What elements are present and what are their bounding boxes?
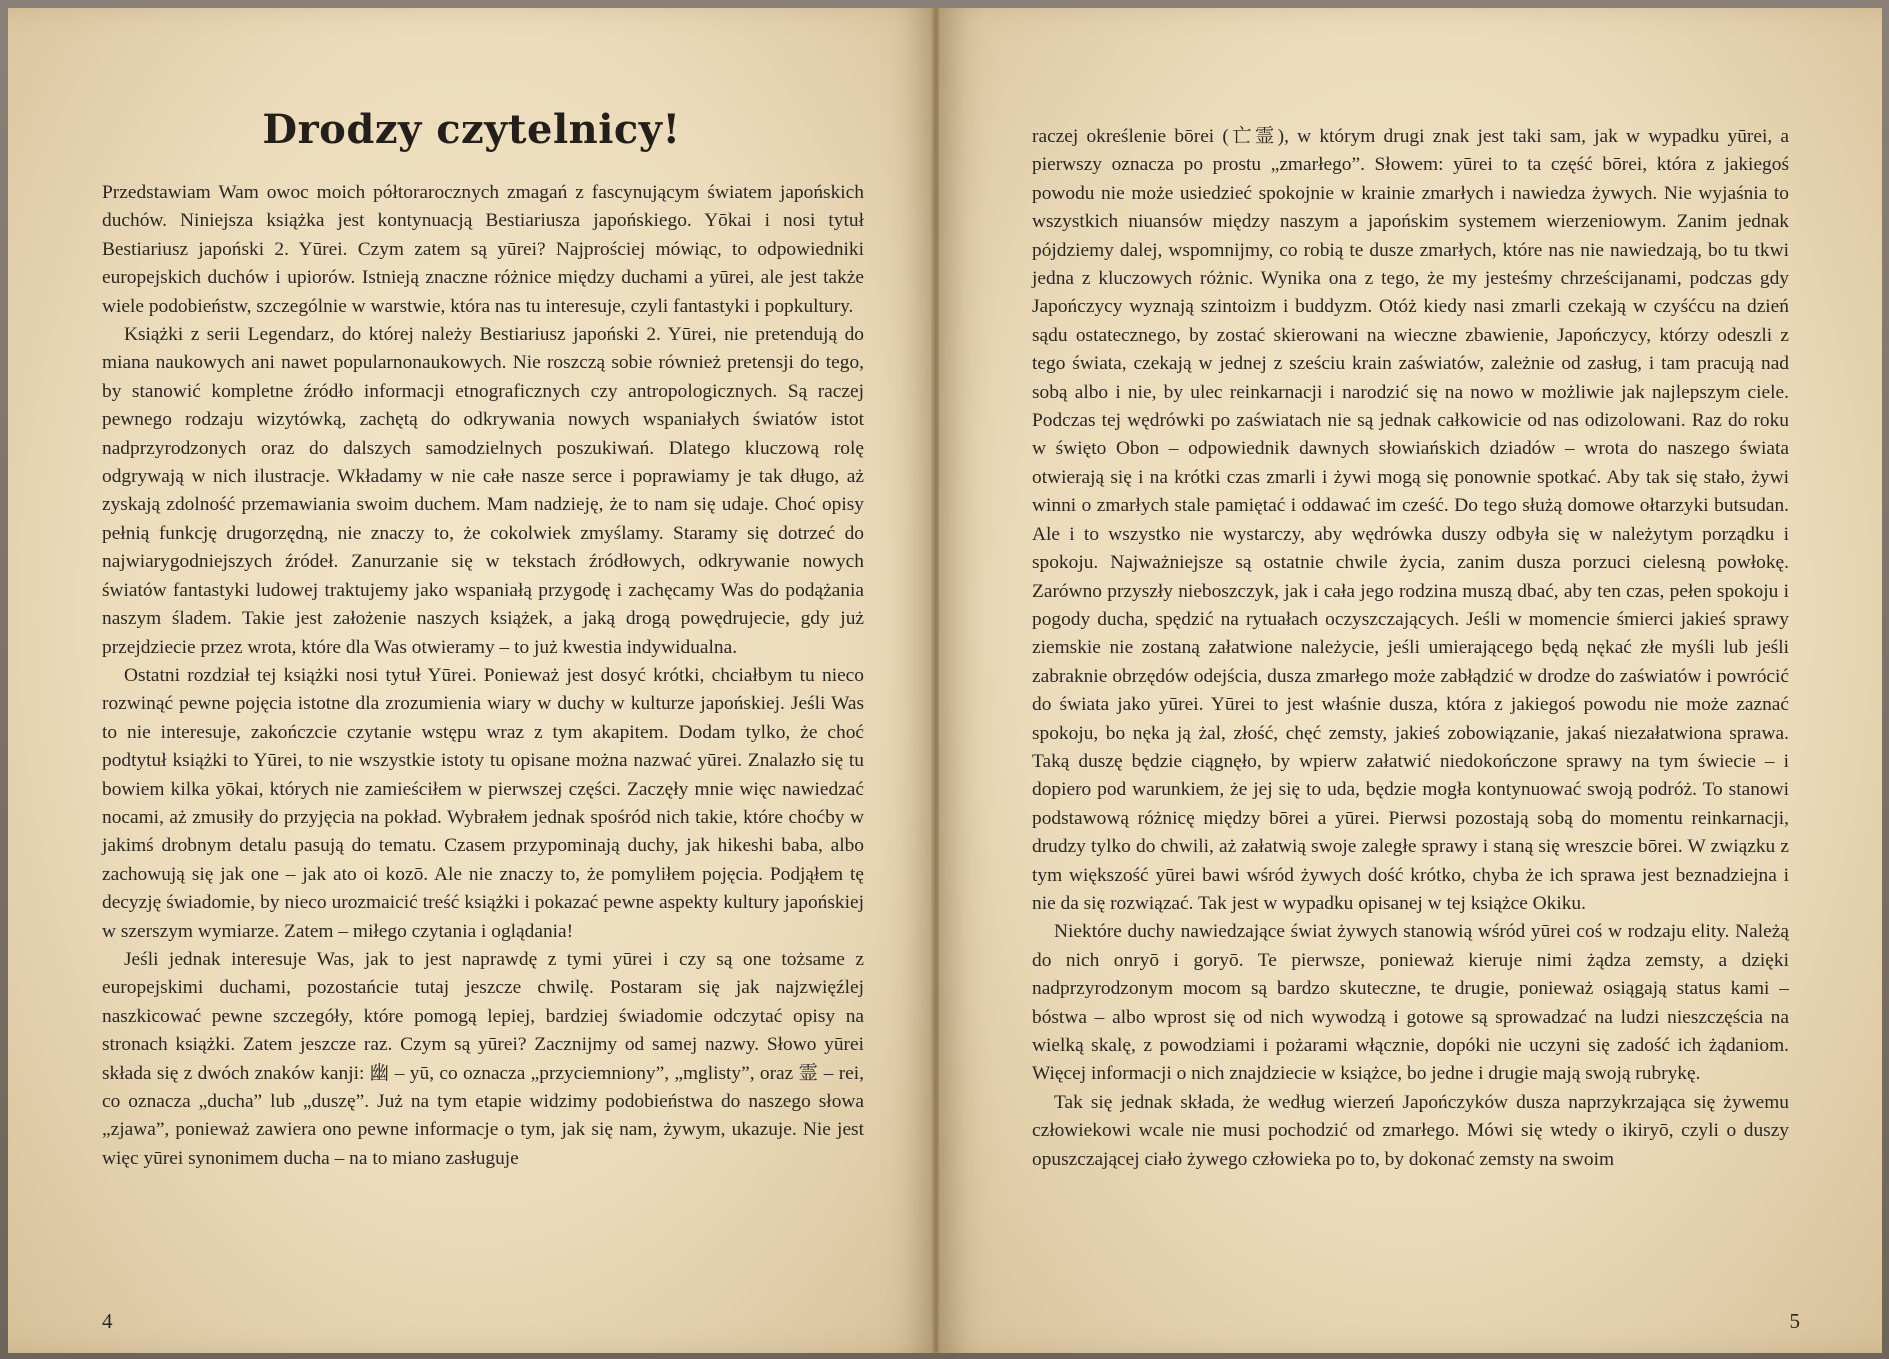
right-page xyxy=(939,8,1882,1353)
paragraph: Jeśli jednak interesuje Was, jak to jest naprawdę z tymi yūrei i czy są one tożsame z europejskimi duchami, pozostańcie tutaj jeszcze chwilę. Postaram się jak najzwięźlej naszkicować pewne szczegóły, które pomogą lepiej, bardziej świadomie odczytać opisy na stronach książki. Zatem jeszcze raz. Czym są yūrei? Zacznijmy od samej nazwy. Słowo yūrei składa się z dwóch znaków kanji: 幽 – yū, co oznacza „przyciemniony”, „mglisty”, oraz 霊 – rei, co oznacza „ducha” lub „duszę”. Już na tym etapie widzimy podobieństwa do naszego słowa „zjawa”, ponieważ zawiera ono pewne informacje o tym, jak się nam, żywym, ukazuje. Nie jest więc yūrei synonimem ducha – na to miano zasługuje xyxy=(102,948,864,1169)
paragraph: Niektóre duchy nawiedzające świat żywych stanowią wśród yūrei coś w rodzaju elity. Należą do nich onryō i goryō. Te pierwsze, ponieważ kieruje nimi żądza zemsty, a dzięki nadprzyrodzonym mocom są bardzo skuteczne, te drugie, ponieważ osiągają status kami – bóstwa – albo wprost się od nich wywodzą i gotowe są sprowadzać na ludzi nieszczęścia na wielką skalę, z powodziami i pożarami włącznie, dopóki nie uczyni się zadość ich żądaniom. Więcej informacji o nich znajdziecie w książce, bo jedne i drugie mają swoją rubrykę. xyxy=(1032,921,1789,1085)
left-page xyxy=(8,8,935,1353)
paragraph: Przedstawiam Wam owoc moich półtorarocznych zmagań z fascynującym światem japońskich duchów. Niniejsza książka jest kontynuacją Bestiariusza japońskiego. Yōkai i nosi tytuł Bestiariusz japoński 2. Yūrei. Czym zatem są yūrei? Najprościej mówiąc, to odpowiedniki europejskich duchów i upiorów. Istnieją znaczne różnice między duchami a yūrei, ale jest także wiele podobieństw, szczególnie w warstwie, która nas tu interesuje, czyli fantastyki i popkultury. xyxy=(102,182,864,317)
paragraph: Tak się jednak składa, że według wierzeń Japończyków dusza naprzykrzająca się żywemu człowiekowi wcale nie musi pochodzić od zmarłego. Mówi się wtedy o ikiryō, czyli o duszy opuszczającej ciało żywego człowieka po to, by dokonać zemsty na swoim xyxy=(1032,1091,1789,1170)
page-number: 4 xyxy=(102,1309,113,1333)
right-page-text xyxy=(1032,123,1789,1174)
page-title: Drodzy czytelnicy! xyxy=(262,106,681,153)
page-number: 5 xyxy=(1789,1309,1800,1333)
paragraph: Ostatni rozdział tej książki nosi tytuł Yūrei. Ponieważ jest dosyć krótki, chciałbym tu nieco rozwinąć pewne pojęcia istotne dla zrozumienia wiary w duchy w kulturze japońskiej. Jeśli Was to nie interesuje, zakończcie czytanie wstępu wraz z tym akapitem. Dodam tylko, że choć podtytuł książki to Yūrei, to nie wszystkie istoty tu opisane można nazwać yūrei. Znalazło się tu bowiem kilka yōkai, których nie zamieściłem w pierwszej części. Zaczęły mnie więc nawiedzać nocami, aż zmusiły do przyjęcia na pokład. Wybrałem jednak spośród nich takie, które choćby w jakimś drobnym detalu pasują do tematu. Czasem przypominają duchy, jak hikeshi baba, albo zachowują się jak one – jak ato oi kozō. Ale nie znaczy to, że pomyliłem pojęcia. Podjąłem tę decyzję świadomie, by nieco urozmaicić treść książki i pokazać pewne aspekty kultury japońskiej w szerszym wymiarze. Zatem – miłego czytania i oglądania! xyxy=(102,664,864,942)
paragraph: raczej określenie bōrei (亡霊), w którym drugi znak jest taki sam, jak w wypadku yūrei, a pierwszy oznacza po prostu „zmarłego”. Słowem: yūrei to ta część bōrei, która z jakiegoś powodu nie może usiedzieć spokojnie w krainie zmarłych i nawiedza żywych. Nie wyjaśnia to wszystkich niuansów między naszym a japońskim systemem wierzeniowym. Zanim jednak pójdziemy dalej, wspomnijmy, co robią te dusze zmarłych, które nas nie nawiedzają, bo tu tkwi jedna z kluczowych różnic. Wynika ona z tego, że my jesteśmy chrześcijanami, podczas gdy Japończycy wyznają szintoizm i buddyzm. Otóż kiedy nasi zmarli czekają w czyśćcu na dzień sądu ostatecznego, by zostać skierowani na wieczne zbawienie, Japończycy, którzy odeszli z tego świata, czekają w jednej z sześciu krain zaświatów, zależnie od zasług, i tam pracują nad sobą albo i nie, by ulec reinkarnacji i narodzić się na nowo w możliwie jak najlepszym ciele. Podczas tej wędrówki po zaświatach nie są jednak całkowicie od nas odizolowani. Raz do roku w święto Obon – odpowiednik dawnych słowiańskich dziadów – wrota do naszego świata otwierają się i na krótki czas zmarli i żywi mogą się ponownie spotkać. Aby tak się stało, żywi winni o zmarłych stale pamiętać i oddawać im cześć. Do tego służą domowe ołtarzyki butsudan. Ale i to wszystko nie wystarczy, aby wędrówka duszy odbyła się w należytym porządku i spokoju. Najważniejsze są ostatnie chwile życia, zanim dusza porzuci cielesną powłokę. Zarówno przyszły nieboszczyk, jak i cała jego rodzina muszą dbać, aby ten czas, pełen spokoju i pogody ducha, spędzić na rytuałach oczyszczających. Jeśli w momencie śmierci jakieś sprawy ziemskie nie zostaną załatwione należycie, jeśli umierającego będą nękać złe myśli lub jeśli zabraknie obrzędów odejścia, dusza zmarłego może zabłądzić w drodze do zaświatów i powrócić do świata jako yūrei. Yūrei to jest właśnie dusza, która z jakiegoś powodu nie może zaznać spokoju, bo nęka ją żal, złość, chęć zemsty, jakieś zobowiązanie, jakaś niezałatwiona sprawa. Taką duszę będzie ciągnęło, by wpierw załatwić niedokończone sprawy na tym świecie – i dopiero pod warunkiem, że jej się to uda, będzie mogła kontynuować swoją podróż. To stanowi podstawową różnicę między bōrei a yūrei. Pierwsi pozostają sobą do momentu reinkarnacji, drudzy tylko do chwili, aż załatwią swoje zaległe sprawy i staną się wreszcie bōrei. W związku z tym większość yūrei bawi wśród żywych dość krótko, chyba że ich sprawa jest beznadziejna i nie da się rozwiązać. Tak jest w wypadku opisanej w tej książce Okiku. xyxy=(1032,126,1789,914)
left-page-text xyxy=(102,179,864,1173)
paragraph: Książki z serii Legendarz, do której należy Bestiariusz japoński 2. Yūrei, nie pretendują do miana naukowych ani nawet popularnonaukowych. Nie roszczą sobie również pretensji do tego, by stanowić kompletne źródło informacji etnograficznych czy antropologicznych. Są raczej pewnego rodzaju wizytówką, zachętą do odkrywania nowych wspaniałych światów istot nadprzyrodzonych oraz do dalszych samodzielnych poszukiwań. Dlatego kluczową rolę odgrywają w nich ilustracje. Wkładamy w nie całe nasze serce i poprawiamy je tak długo, aż zyskają zdolność przemawiania swoim duchem. Mam nadzieję, że to nam się udaje. Choć opisy pełnią funkcję drugorzędną, nie znaczy to, że cokolwiek zmyślamy. Staramy się dotrzeć do najwiarygodniejszych źródeł. Zanurzanie się w tekstach źródłowych, odkrywanie nowych światów fantastyki ludowej traktujemy jako wspaniałą przygodę i zachęcamy Was do podążania naszym śladem. Takie jest założenie naszych książek, a jaką drogą powędrujecie, gdy już przejdziecie przez wrota, które dla Was otwieramy – to już kwestia indywidualna. xyxy=(102,324,864,658)
